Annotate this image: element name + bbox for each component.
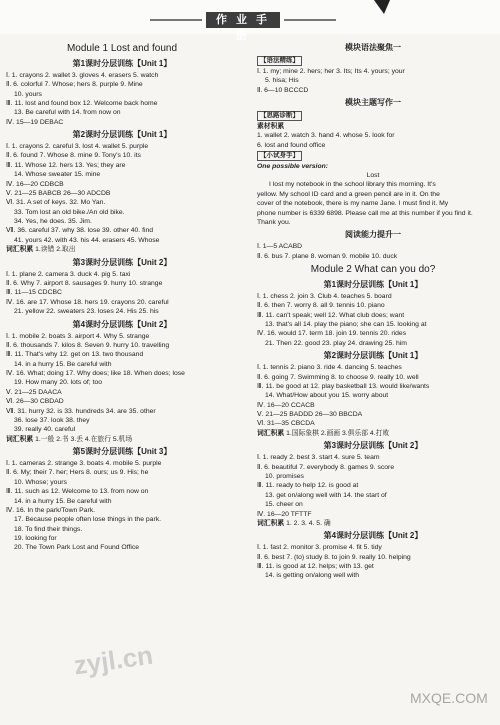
answer-section: [6, 319, 238, 435]
vocab-text: 1.国际象棋 2.画画 3.俱乐部 4.打败: [286, 429, 390, 437]
answer-line: Ⅴ. 21—25 DAACA: [6, 388, 62, 396]
section-title: 第4课时分层训练【Unit 2】: [323, 531, 423, 541]
vocab-text: 1. 2. 3. 4. 5. 确: [286, 519, 331, 527]
answer-line: 21. Then 22. good 23. play 24. drawing 25. him: [265, 339, 407, 347]
answer-line: 14. is getting on/along well with: [265, 572, 360, 580]
answer-line: Ⅲ. 11. Whose 12. hers 13. Yes; they are: [6, 161, 126, 169]
vocab-label: 词汇积累: [257, 519, 285, 527]
answer-section: [6, 446, 238, 553]
example-label: One possible version:: [257, 162, 329, 170]
grammar-section: [257, 42, 489, 95]
answer-line: Ⅱ. 6. beautiful 7. everybody 8. games 9. score: [257, 463, 395, 471]
watermark-logo: zyjl.cn: [71, 639, 155, 681]
answer-line: Ⅱ. 6. colorful 7. Whose; hers 8. purple 9. Mine: [6, 81, 143, 89]
answer-line: Ⅳ. 16—20 CDBCB: [6, 180, 64, 188]
answer-line: 13. Be careful with 14. from now on: [14, 109, 121, 117]
answer-line: 19. looking for: [14, 535, 57, 543]
module-title: Module 2 What can you do?: [310, 264, 436, 276]
answer-line: Ⅰ. 1. my; mine 2. hers; her 3. Its; Its 4. yours; your: [257, 67, 405, 75]
answer-line: 34. Yes, he does. 35. Jim.: [14, 218, 92, 226]
right-column: [257, 40, 489, 581]
answer-line: Ⅳ. 16. In the park/Town Park.: [6, 506, 96, 514]
answer-line: Ⅰ. 1. crayons 2. wallet 3. gloves 4. erasers 5. watch: [6, 71, 159, 79]
answer-line: Ⅰ. 1. fast 2. monitor 3. promise 4. fit 5. tidy: [257, 544, 382, 552]
answer-line: 10. yours: [14, 90, 42, 98]
answer-line: 14. What/How about you 15. worry about: [265, 392, 389, 400]
section-title: 第2课时分层训练【Unit 1】: [323, 351, 423, 361]
answer-line: Ⅳ. 16. What; doing 17. Why does; like 18. When does; lose: [6, 370, 185, 378]
answer-line: 6. lost and found office: [257, 141, 326, 149]
section-title: 第1课时分层训练【Unit 1】: [323, 279, 423, 289]
answer-line: Ⅱ. 6. found 7. Whose 8. mine 9. Tony's 10. its: [6, 152, 141, 160]
answer-line: Ⅱ. 6. thousands 7. kilos 8. Seven 9. hurry 10. travelling: [6, 341, 170, 349]
answer-section: [257, 440, 489, 519]
answer-line: 36. lose 37. look 38. they: [14, 416, 90, 424]
answer-line: 10. promises: [265, 473, 304, 480]
answer-line: 13. get on/along well with 14. the start of: [265, 491, 387, 499]
vocab-line: [6, 245, 238, 254]
answer-line: Ⅵ. 26—30 CBDAD: [6, 398, 64, 406]
essay-title: Lost: [366, 172, 380, 180]
answer-line: Ⅲ. 11. such as 12. Welcome to 13. from now on: [6, 488, 149, 496]
answer-line: Ⅳ. 16. are 17. Whose 18. hers 19. crayons 20. careful: [6, 298, 169, 306]
hand-shadow-icon: [372, 0, 392, 16]
left-column: [6, 40, 238, 553]
page-header: [0, 0, 500, 42]
answer-line: Ⅲ. 11—15 CDCBC: [6, 289, 62, 297]
answer-section: [257, 530, 489, 581]
vocab-text: 1.一般 2.书 3.丢 4.在旅行 5.机场: [35, 435, 133, 443]
answer-line: Ⅰ. 1—5 ACABD: [257, 243, 303, 251]
essay-line: cover of the notebook, there is my name Jane. I must find it. My: [257, 200, 449, 208]
answer-section: [6, 58, 238, 127]
answer-line: Ⅰ. 1. ready 2. best 3. start 4. sure 5. team: [257, 454, 380, 462]
vocab-line: [6, 435, 238, 444]
answer-line: Ⅳ. 16—20 CCACB: [257, 401, 315, 409]
answer-line: Ⅲ. 11. ready to help 12. is good at: [257, 482, 359, 490]
answer-line: Ⅱ. 6. best 7. (to) study 8. to join 9. really 10. helping: [257, 553, 411, 561]
header-rule-left: [150, 19, 202, 21]
answer-line: Ⅳ. 16. would 17. term 18. join 19. tennis 20. rides: [257, 330, 407, 338]
answer-line: Ⅶ. 31. hurry 32. is 33. hundreds 34. are 35. other: [6, 407, 156, 415]
answer-line: Ⅰ. 1. chess 2. join 3. Club 4. teaches 5. board: [257, 292, 392, 300]
section-title: 模块主题写作一: [345, 97, 401, 107]
essay-line: phone number is 6339 6898. Please call me at this number if you find it.: [257, 209, 473, 217]
answer-line: 10. Whose; yours: [14, 478, 67, 486]
answer-section: [6, 129, 238, 245]
answer-line: 39. really 40. careful: [14, 426, 76, 434]
section-tag: 【小试身手】: [257, 151, 302, 161]
essay-line: Thank you.: [257, 218, 291, 226]
answer-line: Ⅵ. 31—35 CBCDA: [257, 420, 315, 428]
answer-line: Ⅱ. 6. bus 7. plane 8. woman 9. mobile 10. duck: [257, 252, 398, 260]
essay-line: I lost my notebook in the school library this morning. It's: [269, 181, 436, 189]
answer-line: Ⅴ. 21—25 BABCB 26—30 ADCDB: [6, 189, 111, 197]
answer-line: Ⅱ. 6. My; their 7. her; Hers 8. ours; us 9. His; he: [6, 469, 149, 477]
section-tag: 【思路诊断】: [257, 111, 302, 121]
answer-line: Ⅲ. 11. That's why 12. get on 13. two thousand: [6, 351, 144, 359]
vocab-label: 词汇积累: [257, 429, 285, 437]
writing-section: [257, 97, 489, 227]
answer-line: 41. yours 42. with 43. his 44. erasers 45. Whose: [14, 236, 160, 244]
answer-line: Ⅱ. 6. going 7. Swimming 8. to choose 9. really 10. well: [257, 373, 419, 381]
header-rule-right: [284, 19, 336, 21]
answer-line: Ⅰ. 1. cameras 2. strange 3. boats 4. mobile 5. purple: [6, 460, 162, 468]
answer-line: Ⅵ. 31. A set of keys. 32. Mo Yan.: [6, 199, 106, 207]
answer-line: Ⅰ. 1. crayons 2. careful 3. lost 4. wallet 5. purple: [6, 143, 149, 151]
answer-line: 1. wallet 2. watch 3. hand 4. whose 5. look for: [257, 132, 395, 140]
answer-line: 14. Whose sweater 15. mine: [14, 171, 101, 179]
section-title: 第3课时分层训练【Unit 2】: [323, 441, 423, 451]
answer-line: Ⅲ. 11. can't speak; well 12. What club does; want: [257, 311, 405, 319]
answer-line: Ⅲ. 11. be good at 12. play basketball 13. would like/wants: [257, 382, 430, 390]
answer-line: 14. in a hurry 15. Be careful with: [14, 360, 112, 368]
answer-section: [257, 263, 489, 348]
answer-line: 13. that's all 14. play the piano; she can 15. looking at: [265, 321, 427, 329]
vocab-text: 1.读错 2.取出: [35, 246, 76, 254]
answer-line: Ⅲ. 11. lost and found box 12. Welcome back home: [6, 99, 158, 107]
section-title: 阅读能力提升一: [345, 230, 401, 240]
section-title: 第4课时分层训练【Unit 2】: [72, 319, 172, 329]
answer-section: [257, 350, 489, 429]
answer-line: 15. cheer on: [265, 501, 303, 509]
answer-line: 33. Tom lost an old bike./An old bike.: [14, 208, 125, 216]
vocab-line: [257, 519, 489, 528]
answer-line: Ⅳ. 15—19 DEBAC: [6, 118, 64, 126]
answer-line: 20. The Town Park Lost and Found Office: [14, 544, 140, 552]
answer-line: Ⅶ. 36. careful 37. why 38. lose 39. other 40. find: [6, 227, 154, 235]
reading-section: [257, 229, 489, 261]
answer-section: [6, 257, 238, 317]
answer-line: Ⅱ. 6. then 7. worry 8. all 9. tennis 10. piano: [257, 302, 385, 310]
vocab-label: 词汇积累: [6, 246, 34, 254]
answer-line: 17. Because people often lose things in the park.: [14, 516, 161, 524]
essay-line: yellow. My school ID card and a green pencil are in it. On the: [257, 190, 440, 198]
vocab-line: [257, 429, 489, 438]
section-title: 模块语法聚焦一: [345, 43, 401, 52]
section-title: 第2课时分层训练【Unit 1】: [72, 130, 172, 140]
module-title: Module 1 Lost and found: [66, 43, 178, 54]
answer-line: Ⅰ. 1. plane 2. camera 3. duck 4. pig 5. taxi: [6, 270, 131, 278]
answer-line: 21. yellow 22. sweaters 23. loses 24. His 25. his: [14, 308, 159, 316]
section-title: 第5课时分层训练【Unit 3】: [72, 447, 172, 457]
vocab-label: 词汇积累: [6, 435, 34, 443]
section-tag: 【语法精练】: [257, 56, 302, 66]
answer-line: 19. How many 20. lots of; too: [14, 379, 103, 387]
answer-line: Ⅲ. 11. is good at 12. helps; with 13. get: [257, 563, 374, 571]
answer-line: Ⅳ. 16—20 TFTTF: [257, 510, 312, 518]
answer-line: Ⅱ. 6—10 BCCCD: [257, 86, 309, 94]
answer-line: Ⅰ. 1. tennis 2. piano 3. ride 4. dancing 5. teaches: [257, 364, 402, 372]
sub-label: 素材积累: [257, 122, 285, 130]
answer-line: 5. hisa; His: [265, 77, 299, 85]
answer-line: 14. in a hurry 15. Be careful with: [14, 497, 112, 505]
section-title: 第3课时分层训练【Unit 2】: [72, 257, 172, 267]
answer-line: Ⅰ. 1. mobile 2. boats 3. airport 4. Why 5. strange: [6, 332, 150, 340]
answer-line: 18. To find their things.: [14, 525, 83, 533]
watermark-logo: MXQE.COM: [410, 690, 488, 706]
answer-line: Ⅴ. 21—25 BADDD 26—30 BBCDA: [257, 411, 363, 419]
answer-line: Ⅱ. 6. Why 7. airport 8. sausages 9. hurry 10. strange: [6, 280, 163, 288]
header-title: 作 业 手 册: [206, 12, 280, 28]
section-title: 第1课时分层训练【Unit 1】: [72, 58, 172, 68]
